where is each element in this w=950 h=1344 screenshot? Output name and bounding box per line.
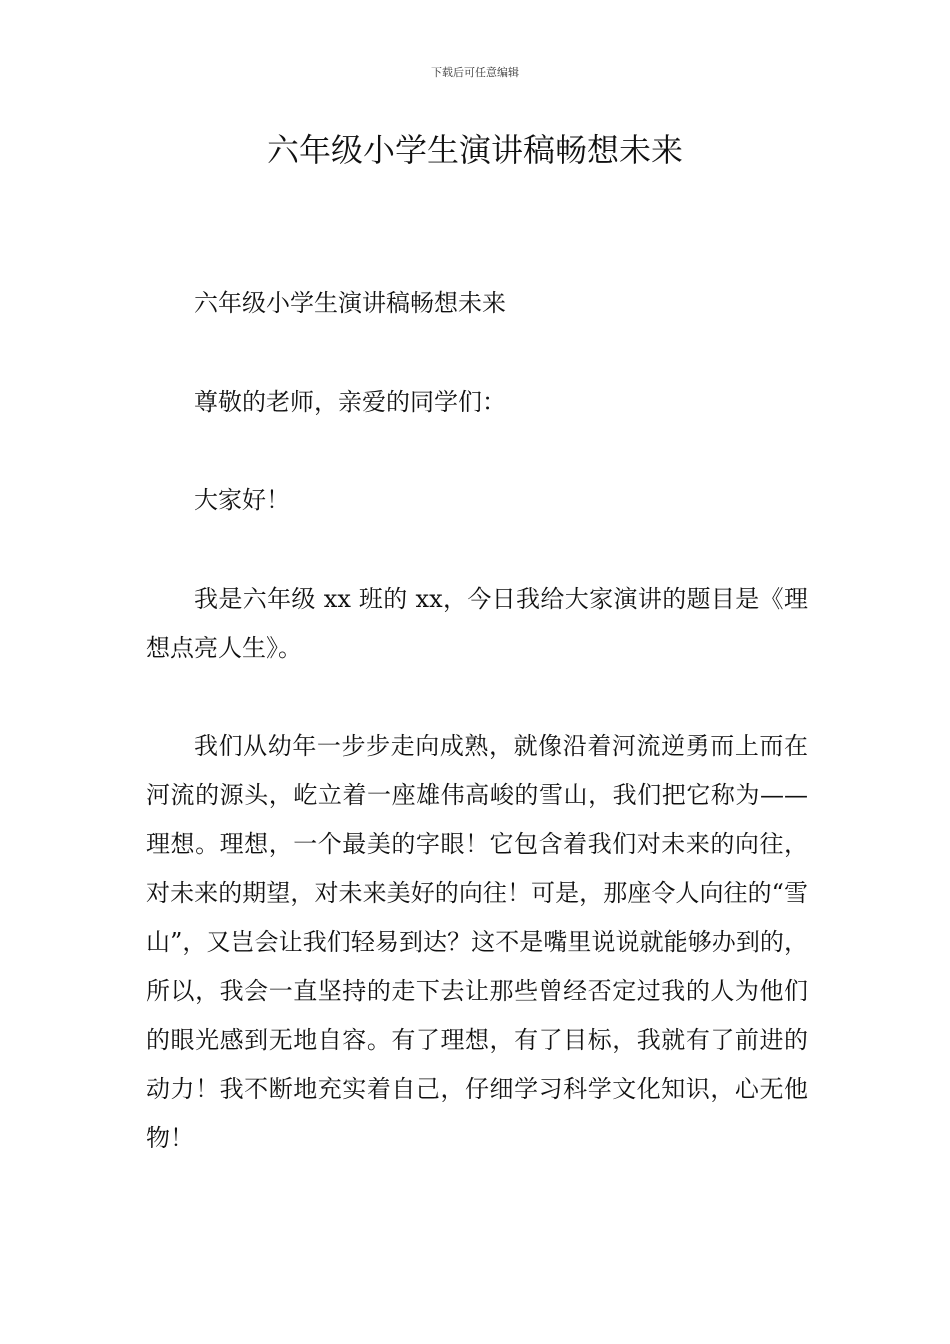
paragraph-introduction (146, 575, 808, 673)
paragraph-subtitle (146, 279, 808, 328)
download-note: 下载后可任意编辑 (431, 66, 519, 79)
paragraph-text: 我们从幼年一步步走向成熟，就像沿着河流逆勇而上而在河流的源头，屹立着一座雄伟高峻的雪山，我们把它称为——理想。理想，一个最美的字眼！它包含着我们对未来的向往，对未来的期望，对未来美好的向往！可是，那座令人向往的“雪山”，又岂会让我们轻易到达？这不是嘴里说说就能够办到的，所以，我会一直坚持的走下去让那些曾经否定过我的人为他们的眼光感到无地自容。有了理想，有了目标，我就有了前进的动力！我不断地充实着自己，仔细学习科学文化知识，心无他物！ (146, 732, 808, 1152)
document-title: 六年级小学生演讲稿畅想未来 (266, 131, 683, 169)
paragraph-greeting (146, 476, 808, 525)
paragraph-text: 我是六年级 xx 班的 xx，今日我给大家演讲的题目是《理想点亮人生》。 (146, 585, 808, 662)
paragraph-body (146, 722, 808, 1163)
paragraph-text: 六年级小学生演讲稿畅想未来 (194, 289, 506, 317)
paragraph-text: 尊敬的老师，亲爱的同学们： (194, 388, 506, 416)
paragraph-text: 大家好！ (194, 486, 290, 514)
paragraph-salutation (146, 378, 808, 427)
